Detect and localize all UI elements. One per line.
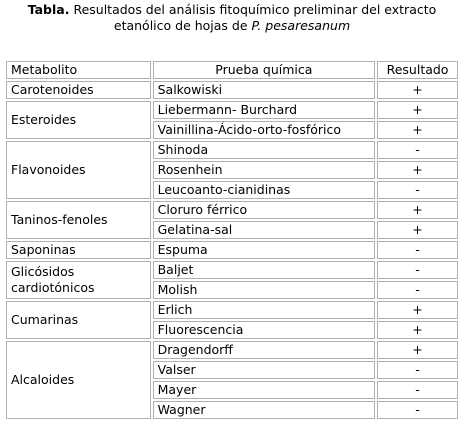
metabolite-cell: Carotenoides (6, 81, 151, 99)
test-cell: Liebermann- Burchard (153, 101, 375, 119)
metabolite-cell: Alcaloides (6, 341, 151, 419)
table-row (6, 241, 458, 259)
test-cell: Valser (153, 361, 375, 379)
table-row (6, 101, 458, 119)
table-body (6, 81, 458, 419)
results-table (4, 59, 460, 421)
test-cell: Mayer (153, 381, 375, 399)
metabolite-cell: Cumarinas (6, 301, 151, 339)
table-caption (0, 0, 464, 34)
table-row (6, 201, 458, 219)
metabolite-cell: Taninos-fenoles (6, 201, 151, 239)
result-cell: - (377, 281, 458, 299)
metabolite-cell: Flavonoides (6, 141, 151, 199)
result-cell: - (377, 381, 458, 399)
result-cell: - (377, 401, 458, 419)
test-cell: Vainillina-Ácido-orto-fosfórico (153, 121, 375, 139)
test-cell: Erlich (153, 301, 375, 319)
metabolite-cell: Saponinas (6, 241, 151, 259)
table-header-row (6, 61, 458, 79)
test-cell: Espuma (153, 241, 375, 259)
caption-text: Resultados del análisis fitoquímico preliminar del extracto etanólico de hojas de (69, 2, 437, 33)
result-cell: - (377, 181, 458, 199)
caption-species: P. pesaresanum (251, 18, 351, 33)
test-cell: Baljet (153, 261, 375, 279)
result-cell: - (377, 141, 458, 159)
metabolite-cell: Esteroides (6, 101, 151, 139)
test-cell: Fluorescencia (153, 321, 375, 339)
test-cell: Shinoda (153, 141, 375, 159)
metabolite-cell: Glicósidos cardiotónicos (6, 261, 151, 299)
test-cell: Gelatina-sal (153, 221, 375, 239)
result-cell: + (377, 321, 458, 339)
test-cell: Leucoanto-cianidinas (153, 181, 375, 199)
result-cell: + (377, 121, 458, 139)
table-row (6, 81, 458, 99)
test-cell: Cloruro férrico (153, 201, 375, 219)
header-metabolito: Metabolito (6, 61, 151, 79)
result-cell: + (377, 161, 458, 179)
caption-label: Tabla. (27, 2, 70, 17)
result-cell: + (377, 81, 458, 99)
test-cell: Salkowiski (153, 81, 375, 99)
header-prueba: Prueba química (153, 61, 375, 79)
test-cell: Wagner (153, 401, 375, 419)
result-cell: + (377, 221, 458, 239)
table-row (6, 341, 458, 359)
table-row (6, 141, 458, 159)
result-cell: + (377, 341, 458, 359)
result-cell: + (377, 201, 458, 219)
table-row (6, 261, 458, 279)
result-cell: - (377, 241, 458, 259)
result-cell: + (377, 301, 458, 319)
test-cell: Molish (153, 281, 375, 299)
result-cell: + (377, 101, 458, 119)
test-cell: Dragendorff (153, 341, 375, 359)
table-row (6, 301, 458, 319)
test-cell: Rosenhein (153, 161, 375, 179)
header-resultado: Resultado (377, 61, 458, 79)
result-cell: - (377, 361, 458, 379)
result-cell: - (377, 261, 458, 279)
